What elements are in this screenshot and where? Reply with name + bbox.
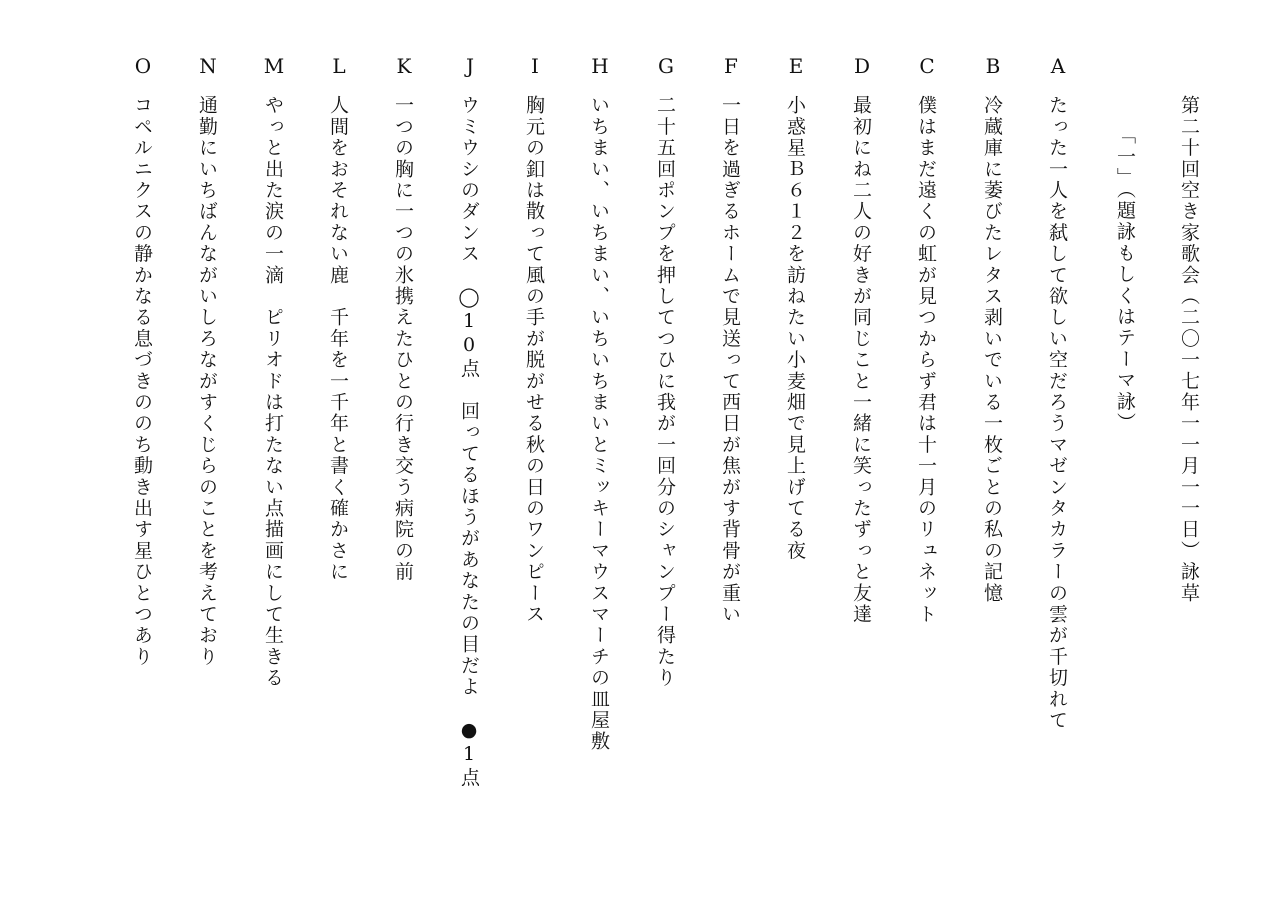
document-title: 第二十回空き家歌会（二〇一七年一一月一一日）詠草: [1178, 95, 1200, 604]
poem-text-n: 通勤にいちばんながいしろながすくじらのことを考えており: [196, 95, 218, 668]
poem-letter-f: F: [724, 54, 738, 78]
poem-letter-g: G: [658, 54, 674, 78]
poem-letter-h: H: [591, 54, 609, 78]
poem-text-k: 一つの胸に一つの氷携えたひとの行き交う病院の前: [392, 95, 414, 583]
poem-letter-e: E: [788, 54, 804, 78]
poem-letter-i: I: [531, 54, 539, 78]
poem-letter-b: B: [985, 54, 1001, 78]
poem-text-e: 小惑星Ｂ６１２を訪ねたい小麦畑で見上げてる夜: [784, 95, 806, 562]
document-subtitle: 「一」（題詠もしくはテーマ詠）: [1114, 125, 1136, 434]
poem-text-l: 人間をおそれない鹿 千年を一千年と書く確かさに: [327, 95, 349, 583]
poem-letter-j: J: [465, 54, 475, 78]
poem-text-o: コペルニクスの静かなる息づきののち動き出す星ひとつあり: [131, 95, 153, 668]
poem-text-g: 二十五回ポンプを押してつひに我が一回分のシャンプー得たり: [654, 95, 676, 689]
poem-text-f: 一日を過ぎるホームで見送って西日が焦がす背骨が重い: [719, 95, 741, 625]
poem-text-j: ウミウシのダンス ◯10点 回ってるほうがあなたの目だよ ●1点: [458, 95, 480, 789]
poem-text-d: 最初にね二人の好きが同じこと一緒に笑ったずっと友達: [850, 95, 872, 625]
poem-letter-d: D: [853, 54, 871, 78]
poem-letter-c: C: [919, 54, 935, 78]
poem-text-h: いちまい、いちまい、いちいちまいとミッキーマウスマーチの皿屋敷: [588, 95, 610, 753]
poem-text-m: やっと出た涙の一滴 ピリオドは打たない点描画にして生きる: [262, 95, 284, 689]
poem-letter-a: A: [1050, 54, 1066, 78]
poem-letter-o: O: [134, 54, 152, 78]
poem-letter-m: M: [263, 54, 285, 78]
poem-text-b: 冷蔵庫に萎びたレタス剥いでいる一枚ごとの私の記憶: [981, 95, 1003, 604]
poem-letter-n: N: [199, 54, 217, 78]
poem-letter-l: L: [332, 54, 346, 78]
poem-letter-k: K: [396, 54, 412, 78]
poem-text-a: たった一人を弑して欲しい空だろうマゼンタカラーの雲が千切れて: [1046, 95, 1068, 731]
poem-text-i: 胸元の釦は散って風の手が脱がせる秋の日のワンピース: [523, 95, 545, 625]
poem-text-c: 僕はまだ遠くの虹が見つからず君は十一月のリュネット: [915, 95, 937, 625]
